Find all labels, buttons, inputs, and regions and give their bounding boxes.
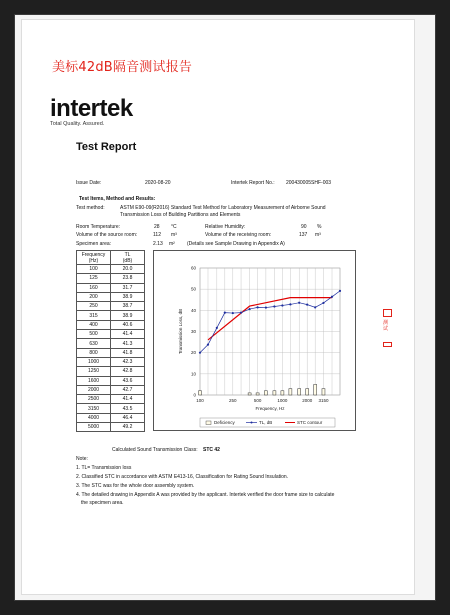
issue-date-label: Issue Date: — [76, 180, 102, 186]
deficiency-bar — [298, 389, 301, 395]
table-row — [77, 395, 145, 404]
tl-point — [207, 344, 209, 346]
tl-cell: 43.6 — [111, 376, 145, 385]
note-2: 2. Classified STC in accordance with ASTM E413-16, Classification for Rating Sound Insulation. — [76, 474, 289, 480]
table-row — [77, 265, 145, 274]
section-heading: Test Items, Method and Results: — [79, 196, 156, 202]
frequency-cell: 125 — [77, 274, 111, 283]
deficiency-bar — [289, 389, 292, 395]
tl-cell: 38.9 — [111, 311, 145, 320]
tl-cell: 31.7 — [111, 283, 145, 292]
legend-label-deficiency: Deficiency — [214, 420, 235, 426]
tl-point — [273, 305, 275, 307]
frequency-cell: 500 — [77, 330, 111, 339]
source-volume-label: Volume of the source room: — [76, 232, 138, 238]
tl-point — [249, 308, 251, 310]
table-header-frequency: Frequency (Hz) — [77, 251, 111, 265]
humidity-label: Relative Humidity: — [205, 224, 246, 230]
table-row — [77, 283, 145, 292]
frequency-cell: 160 — [77, 283, 111, 292]
deficiency-bar — [248, 393, 251, 395]
table-row — [77, 274, 145, 283]
deficiency-bar — [256, 393, 259, 395]
x-tick-label: 2000 — [302, 398, 313, 403]
deficiency-bar — [264, 391, 267, 395]
legend-label-tl: TL, dB — [259, 420, 273, 426]
deficiency-bar — [314, 384, 317, 395]
tl-cell: 40.6 — [111, 320, 145, 329]
tl-cell: 38.7 — [111, 302, 145, 311]
tl-cell: 23.8 — [111, 274, 145, 283]
x-tick-label: 250 — [229, 398, 237, 403]
source-volume-unit: m³ — [171, 232, 177, 238]
x-tick-label: 3150 — [318, 398, 329, 403]
frequency-cell: 250 — [77, 302, 111, 311]
note-4: 4. The detailed drawing in Appendix A was provided by the applicant. Intertek verified the door frame size to calculate — [76, 492, 335, 498]
tl-point — [224, 312, 226, 314]
humidity-value: 90 — [301, 224, 307, 230]
tl-point — [199, 352, 201, 354]
note-4-continued: the specimen area. — [81, 500, 124, 506]
table-row — [77, 292, 145, 301]
receiving-volume-value: 137 — [299, 232, 308, 238]
table-row — [77, 330, 145, 339]
tl-cell: 41.8 — [111, 348, 145, 357]
frequency-cell: 1000 — [77, 357, 111, 366]
x-axis-label: Frequency, Hz — [255, 406, 285, 411]
logo-brand: intertek — [50, 95, 133, 122]
table-row — [77, 413, 145, 422]
y-axis-label: Transmission Loss, dB — [178, 308, 183, 355]
tl-point — [240, 312, 242, 314]
source-volume-value: 112 — [153, 232, 161, 238]
tl-point — [289, 303, 291, 305]
table-row — [77, 376, 145, 385]
frequency-cell: 315 — [77, 311, 111, 320]
tl-point — [281, 304, 283, 306]
frequency-cell: 630 — [77, 339, 111, 348]
y-tick-label: 40 — [190, 307, 196, 313]
frequency-cell: 5000 — [77, 423, 111, 432]
stamp-text: 测试 — [383, 320, 389, 332]
x-tick-label: 100 — [196, 398, 204, 403]
report-title: Test Report — [76, 141, 137, 153]
deficiency-bar — [273, 391, 276, 395]
x-tick-label: 1000 — [277, 398, 288, 403]
y-tick-label: 50 — [190, 286, 196, 292]
specimen-area-label: Specimen area: — [76, 241, 112, 247]
deficiency-bar — [281, 391, 284, 395]
tl-cell: 41.4 — [111, 330, 145, 339]
test-method-line2: Transmission Loss of Building Partitions and Elements — [120, 212, 241, 218]
table-row — [77, 357, 145, 366]
transmission-loss-table — [76, 250, 145, 432]
table-row — [77, 423, 145, 432]
stamp-mark — [383, 309, 392, 317]
tl-cell: 38.9 — [111, 292, 145, 301]
table-row — [77, 302, 145, 311]
room-temp-value: 28 — [154, 224, 160, 230]
deficiency-bar — [306, 389, 309, 395]
note-1: 1. TL= Transmission loss — [76, 465, 132, 471]
y-tick-label: 60 — [190, 265, 196, 271]
room-temp-label: Room Temperature: — [76, 224, 121, 230]
frequency-cell: 1250 — [77, 367, 111, 376]
table-row — [77, 320, 145, 329]
report-no-label: Intertek Report No.: — [231, 180, 275, 186]
tl-point — [232, 312, 234, 314]
receiving-volume-label: Volume of the receiving room: — [205, 232, 272, 238]
stamp-mark-lower — [383, 342, 392, 347]
frequency-cell: 2500 — [77, 395, 111, 404]
tl-point — [298, 302, 300, 304]
table-row — [77, 404, 145, 413]
humidity-unit: % — [317, 224, 322, 230]
table-row — [77, 339, 145, 348]
y-tick-label: 10 — [190, 371, 196, 377]
tl-point — [339, 290, 341, 292]
chart-panel — [153, 250, 356, 431]
stc-label: Calculated Sound Transmission Class: — [112, 447, 198, 453]
red-stamp — [383, 306, 392, 351]
tl-point — [216, 327, 218, 329]
y-tick-label: 0 — [193, 392, 196, 398]
tl-cell: 43.5 — [111, 404, 145, 413]
report-banner: 美标42dB隔音测试报告 — [52, 60, 193, 75]
tl-cell: 41.4 — [111, 395, 145, 404]
specimen-note: (Details see Sample Drawing in Appendix A) — [187, 241, 285, 247]
legend-swatch-deficiency — [206, 421, 211, 425]
tl-point — [331, 296, 333, 298]
tl-cell: 42.3 — [111, 357, 145, 366]
y-tick-label: 20 — [190, 350, 196, 356]
receiving-volume-unit: m³ — [315, 232, 321, 238]
specimen-area-value: 2.13 — [153, 241, 163, 247]
room-temp-unit: °C — [171, 224, 177, 230]
frequency-cell: 800 — [77, 348, 111, 357]
legend-label-stc: STC contour — [297, 420, 323, 426]
tl-point — [314, 306, 316, 308]
note-heading: Note: — [76, 456, 88, 462]
tl-cell: 20.0 — [111, 265, 145, 274]
frequency-cell: 400 — [77, 320, 111, 329]
tl-cell: 42.8 — [111, 367, 145, 376]
table-header-tl: TL (dB) — [111, 251, 145, 265]
tl-cell: 42.7 — [111, 385, 145, 394]
table-row — [77, 367, 145, 376]
table-row — [77, 385, 145, 394]
frequency-cell: 1600 — [77, 376, 111, 385]
table-row — [77, 311, 145, 320]
logo-tagline: Total Quality. Assured. — [50, 121, 105, 127]
y-tick-label: 30 — [190, 329, 196, 334]
note-3: 3. The STC was for the whole door assembly system. — [76, 483, 195, 489]
report-no: 200430005SHF-003 — [286, 180, 332, 186]
transmission-loss-chart — [154, 251, 357, 432]
deficiency-bar — [322, 389, 325, 395]
x-tick-label: 500 — [253, 398, 262, 403]
stc-value: STC 42 — [203, 447, 220, 453]
tl-cell: 46.4 — [111, 413, 145, 422]
frequency-cell: 3150 — [77, 404, 111, 413]
tl-cell: 41.3 — [111, 339, 145, 348]
frequency-cell: 2000 — [77, 385, 111, 394]
legend-marker-tl — [251, 422, 253, 424]
frequency-cell: 200 — [77, 292, 111, 301]
tl-point — [265, 306, 267, 308]
tl-point — [256, 306, 258, 308]
specimen-area-unit: m² — [169, 241, 175, 247]
issue-date: 2020-08-20 — [145, 180, 171, 186]
deficiency-bar — [199, 391, 202, 395]
frequency-cell: 100 — [77, 265, 111, 274]
tl-cell: 49.2 — [111, 423, 145, 432]
tl-point — [322, 302, 324, 304]
test-method-label: Test method: — [76, 205, 105, 211]
table-row — [77, 348, 145, 357]
intertek-logo — [50, 95, 133, 127]
tl-point — [306, 304, 308, 306]
frequency-cell: 4000 — [77, 413, 111, 422]
test-method-line1: ASTM E90-09(R2016) Standard Test Method for Laboratory Measurement of Airborne Sound — [120, 205, 326, 211]
